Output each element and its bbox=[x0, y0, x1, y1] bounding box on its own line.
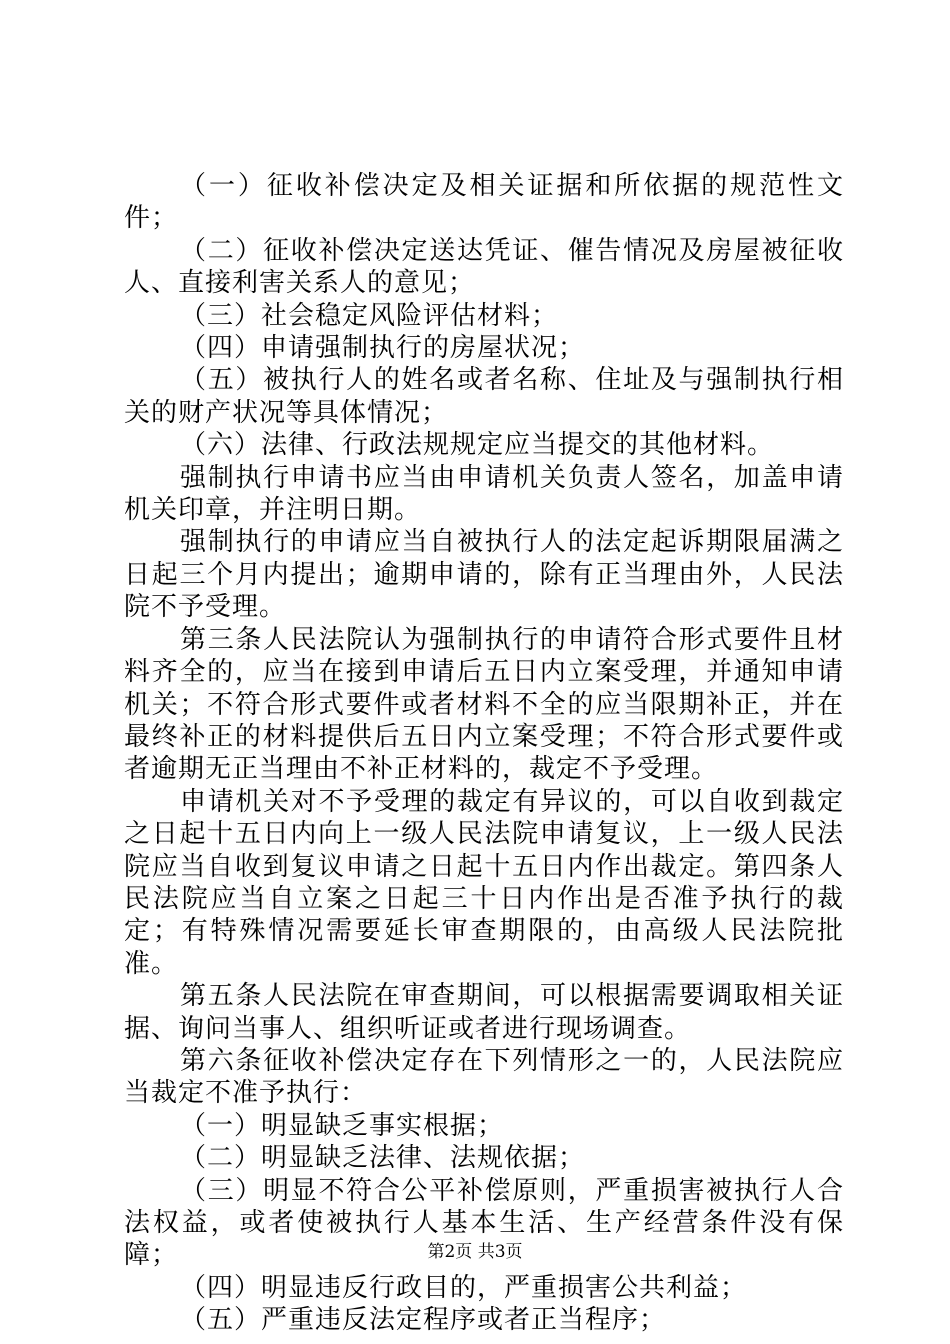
paragraph-item-1: （一）征收补偿决定及相关证据和所依据的规范性文件； bbox=[124, 171, 844, 234]
paragraph-case-2: （二）明显缺乏法律、法规依据； bbox=[180, 1143, 586, 1174]
paragraph-item-4: （四）申请强制执行的房屋状况； bbox=[180, 333, 586, 364]
paragraph-article-6: 第六条征收补偿决定存在下列情形之一的，人民法院应当裁定不准予执行： bbox=[124, 1045, 844, 1109]
paragraph-case-1: （一）明显缺乏事实根据； bbox=[180, 1110, 505, 1141]
page-footer bbox=[0, 1241, 950, 1263]
paragraph-item-6: （六）法律、行政法规规定应当提交的其他材料。 bbox=[180, 430, 775, 461]
paragraph-article-3: 第三条人民法院认为强制执行的申请符合形式要件且材料齐全的，应当在接到申请后五日内立案受理，并通知申请机关；不符合形式要件或者材料不全的应当限期补正，并在最终补正的材料提供后五日内立案受理；不符合形式要件或者逾期无正当理由不补正材料的，裁定不予受理。 bbox=[124, 624, 844, 785]
paragraph-article-5: 第五条人民法院在审查期间，可以根据需要调取相关证据、询问当事人、组织听证或者进行现场调查。 bbox=[124, 981, 844, 1044]
page-number-label: 第2页 共3页 bbox=[427, 1242, 523, 1262]
paragraph-case-5: （五）严重违反法定程序或者正当程序； bbox=[180, 1305, 667, 1336]
paragraph-appeal-and-article-4: 申请机关对不予受理的裁定有异议的，可以自收到裁定之日起十五日内向上一级人民法院申请复议，上一级人民法院应当自收到复议申请之日起十五日内作出裁定。第四条人民法院应当自立案之日起三十日内作出是否准予执行的裁定；有特殊情况需要延长审查期限的，由高级人民法院批准。 bbox=[124, 786, 844, 979]
paragraph-item-3: （三）社会稳定风险评估材料； bbox=[180, 300, 559, 331]
paragraph-filing-deadline: 强制执行的申请应当自被执行人的法定起诉期限届满之日起三个月内提出；逾期申请的，除有正当理由外，人民法院不予受理。 bbox=[124, 527, 844, 623]
paragraph-item-2: （二）征收补偿决定送达凭证、催告情况及房屋被征收人、直接利害关系人的意见； bbox=[124, 235, 844, 299]
paragraph-signature-rule: 强制执行申请书应当由申请机关负责人签名，加盖申请机关印章，并注明日期。 bbox=[124, 462, 844, 526]
document-body bbox=[124, 170, 844, 1337]
paragraph-item-5: （五）被执行人的姓名或者名称、住址及与强制执行相关的财产状况等具体情况； bbox=[124, 365, 844, 428]
paragraph-case-4: （四）明显违反行政目的，严重损害公共利益； bbox=[180, 1272, 748, 1303]
paragraph-case-3: （三）明显不符合公平补偿原则，严重损害被执行人合法权益，或者使被执行人基本生活、生产经营条件没有保障； bbox=[124, 1175, 844, 1271]
